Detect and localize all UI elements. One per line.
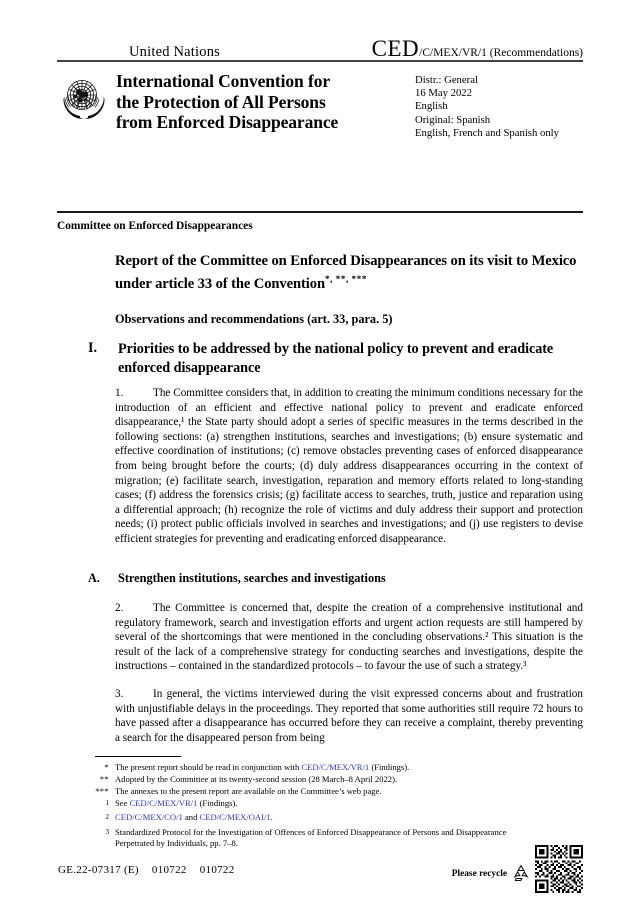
footnote-link[interactable]: CED/C/MEX/CO/1 <box>115 812 183 823</box>
header-bottom-rule <box>57 211 583 213</box>
paragraph-number: 2. <box>115 602 124 614</box>
section-number: I. <box>88 340 98 356</box>
footnote-asterisk-3 <box>57 786 527 797</box>
masthead-bottom-row <box>57 71 583 140</box>
recycle-label: Please recycle <box>451 869 507 879</box>
paragraph-text: The Committee is concerned that, despite the creation of a comprehensive institutional and regulatory framework, search and investigation efforts and urgent action requests are still hampered by several of the shortcomings that were mentioned in the concluding observations.² This situation is the result of the lack of a comprehensive strategy for conducting searches and investigations, despite the instructions – contained in the standardized protocols – to favour the use of such a strategy.³ <box>115 602 583 673</box>
subsection-title: Strengthen institutions, searches and investigations <box>118 571 386 585</box>
convention-title <box>116 71 338 133</box>
footnote-text-after: (Findings). <box>197 797 238 808</box>
masthead <box>57 36 583 140</box>
qr-code-icon <box>535 845 583 893</box>
footnote-2 <box>57 812 527 826</box>
document-language: English <box>415 100 448 113</box>
footer-date-1: 010722 <box>151 864 187 876</box>
footer-date-2: 010722 <box>199 864 235 876</box>
paragraph-text: The Committee considers that, in addition to creating the minimum conditions necessary for the introduction of an efficient and effective national policy to prevent and eradicate enforced disappearance,¹ the State party should adopt a series of specific measures in the terms described in the following sections: (a) strengthen institutions, searches and investigations; (b) ensure systematic and effective coordination of institutions; (c) remove obstacles preventing cases of enforced disappearance from being brought before the courts; (d) duly address disappearances occurring in the context of migration; (e) facilitate search, investigation, reparation and memory efforts related to long-standing cases; (f) address the forensics crisis; (g) facilitate access to searches, truth, justice and reparation using a differential approach; (h) recognize the role of victims and duly address their support and protection needs; (i) protect public officials involved in searches and investigations; and (j) use registers to devise efficient strategies for preventing and eradicating enforced disappearance. <box>115 387 583 545</box>
footnote-1 <box>57 798 527 812</box>
committee-name: Committee on Enforced Disappearances <box>57 220 253 232</box>
report-title-footnote-markers: *, **, *** <box>324 274 367 284</box>
footnote-text <box>115 762 527 773</box>
footnote-asterisk-2 <box>57 774 527 785</box>
footnote-text: The annexes to the present report are available on the Committee’s web page. <box>115 785 382 796</box>
document-symbol <box>372 36 583 62</box>
distribution-block <box>415 71 583 140</box>
footnote-marker <box>57 798 115 812</box>
footnote-link[interactable]: CED/C/MEX/VR/1 <box>129 797 198 808</box>
footnote-marker: *** <box>95 785 109 796</box>
footnote-text: Standardized Protocol for the Investigation of Offences of Enforced Disappearance of Persons and Disappearance Perpetrated by Individuals, pp. 7–8. <box>115 827 507 849</box>
footnote-text-before: The present report should be read in conjunction with <box>115 762 302 772</box>
footnote-marker <box>57 827 115 850</box>
footnote-text <box>115 798 527 812</box>
masthead-title-block <box>57 71 338 140</box>
footnote-marker-number: 2 <box>105 813 109 822</box>
recycle-icon <box>511 863 531 883</box>
convention-title-line-3: from Enforced Disappearance <box>116 112 339 132</box>
paragraph-text: In general, the victims interviewed during the visit expressed concerns about and frustration with unjustifiable delays in the proceedings. They reported that some authorities still require 72 hours to have passed after a disappearance has occurred before they can receive a complaint, thereby preventing a search for the disappeared person from being <box>115 688 583 744</box>
footnote-text: Adopted by the Committee at its twenty-second session (28 March–8 April 2022). <box>115 773 398 784</box>
report-title <box>115 252 583 293</box>
footnote-marker <box>57 812 115 826</box>
footnote-text <box>115 812 527 826</box>
footnote-marker-number: 3 <box>105 828 109 837</box>
report-title-text: Report of the Committee on Enforced Disappearances on its visit to Mexico under article 33 of the Convention <box>115 253 577 292</box>
paragraph-1 <box>115 386 583 547</box>
report-title-block <box>115 252 583 327</box>
section-heading-1 <box>88 340 586 377</box>
section-title: Priorities to be addressed by the national policy to prevent and eradicate enforced disappearance <box>118 341 554 376</box>
convention-title-line-1: International Convention for <box>116 71 331 91</box>
footnote-link-2[interactable]: CED/C/MEX/OAI/1 <box>199 812 271 823</box>
footer-job-info <box>58 864 235 876</box>
paragraph-number: 3. <box>115 688 124 700</box>
language-code: (E) <box>123 864 139 876</box>
footnote-asterisk-1 <box>57 762 527 773</box>
footnote-text-before: See <box>115 797 130 808</box>
subsection-number: A. <box>88 571 100 585</box>
job-number: GE.22-07317 <box>58 864 121 876</box>
paragraph-2 <box>115 601 583 674</box>
organization-name: United Nations <box>129 44 220 60</box>
footnote-text-mid: and <box>182 812 200 823</box>
masthead-top-row <box>57 36 583 61</box>
convention-title-line-2: the Protection of All Persons <box>116 91 326 112</box>
footnote-separator <box>95 756 181 757</box>
distribution: Distr.: General <box>415 74 478 86</box>
report-subtitle: Observations and recommendations (art. 33, para. 5) <box>115 311 393 326</box>
un-emblem-icon <box>57 73 107 123</box>
document-symbol-prefix: CED <box>371 36 420 61</box>
footnote-marker: ** <box>99 773 109 784</box>
paragraph-3 <box>115 687 583 745</box>
document-date: 16 May 2022 <box>415 87 472 100</box>
original-language: Original: Spanish <box>415 113 491 126</box>
document-symbol-rest: /C/MEX/VR/1 (Recommendations) <box>419 47 583 59</box>
footnote-link[interactable]: CED/C/MEX/VR/1 <box>301 762 370 772</box>
footnote-text-after: . <box>270 812 273 823</box>
footnotes <box>57 762 527 850</box>
footnote-text-after: (Findings). <box>369 762 410 772</box>
footnote-marker: * <box>104 762 109 772</box>
paragraph-number: 1. <box>115 387 124 399</box>
subsection-heading-a <box>88 571 586 586</box>
available-languages: English, French and Spanish only <box>415 126 559 139</box>
footnote-marker-number: 1 <box>105 798 109 807</box>
footer-right-block <box>452 845 583 893</box>
